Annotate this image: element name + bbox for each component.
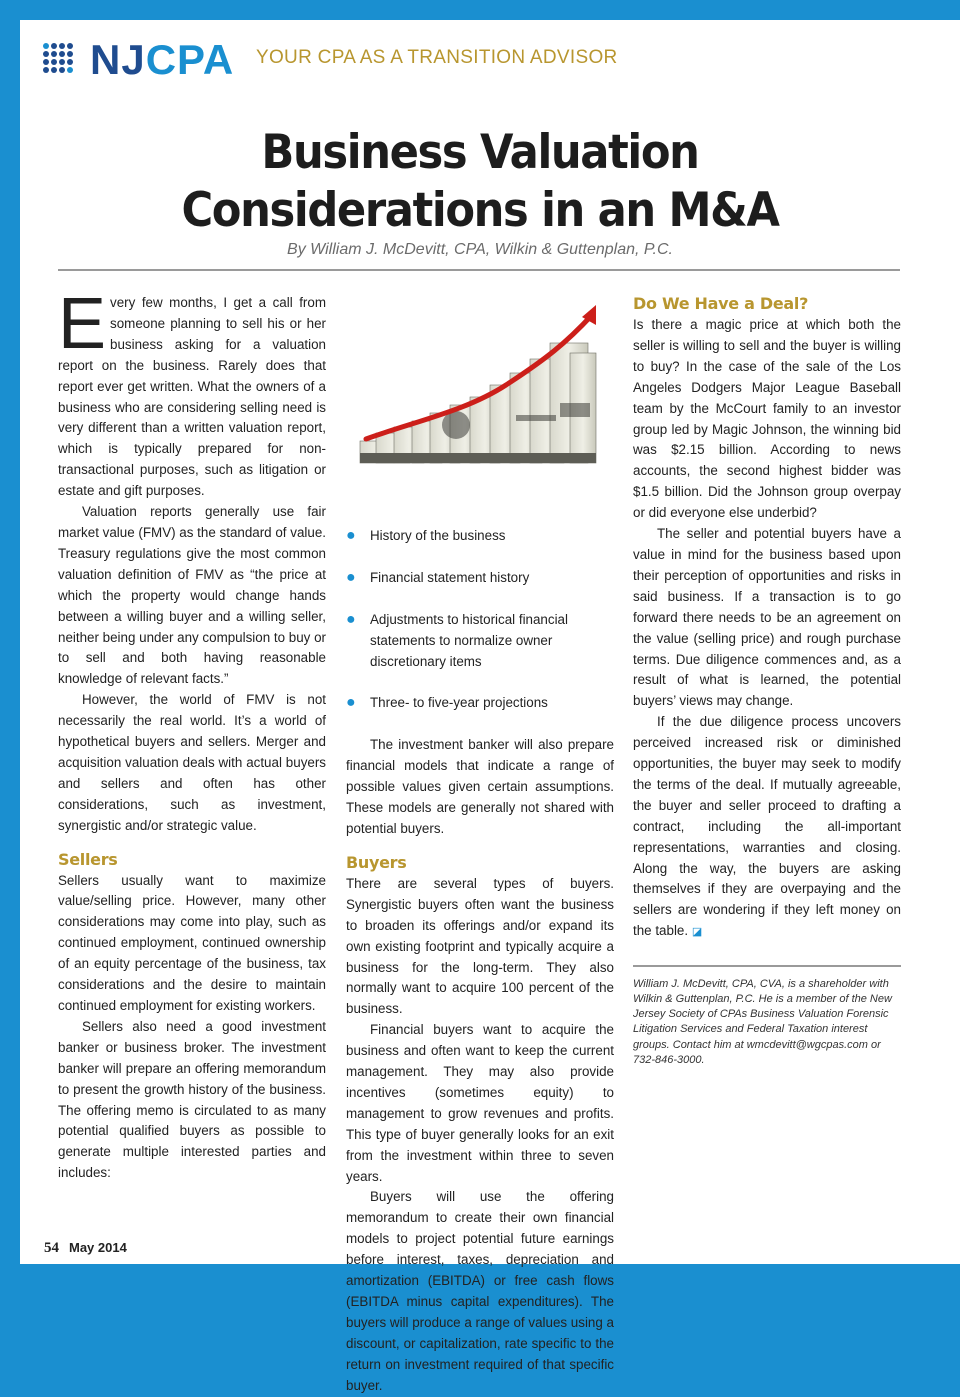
bullet-icon: ● bbox=[346, 526, 356, 544]
intro-text: very few months, I get a call from someone planning to sell his or her business asking for a valuation report on the business. Rarely does that report ever get written. What the owners of a business who are considering selling need is very different than a written valuation report, which is typically prepared for non-transactional purposes, such as litigation or estate and gift purposes. bbox=[58, 295, 326, 499]
issue-date: May 2014 bbox=[69, 1240, 127, 1255]
masthead bbox=[40, 36, 640, 83]
title-line-2: Considerations in an M&A bbox=[181, 183, 779, 238]
paragraph-intro bbox=[58, 284, 326, 502]
end-mark-icon: ◪ bbox=[691, 926, 703, 939]
heading-buyers: Buyers bbox=[346, 852, 407, 872]
paragraph: Is there a magic price at which both the seller is willing to sell and the buyer is willing to buy? In the case of the sale of the Los Angeles Dodgers Major League Baseball team by the McCourt family to an investor group led by Magic Johnson, the winning bid was $2.15 billion. According to news accounts, the second highest bidder was $1.5 billion. Did the Johnson group overpay or did everyone else underbid? bbox=[633, 317, 901, 521]
section-tagline: YOUR CPA AS A TRANSITION ADVISOR bbox=[256, 47, 618, 68]
paragraph: Buyers will use the offering memorandum to create their own financial models to project potential future earnings before interest, taxes, depreciation and amortization (EBITDA) or free cash flows (EBITDA minus capital expenditures). The buyers will produce a range of values using a discount, or capitalization, rate specific to the return on investment required of that specific buyer. bbox=[346, 1189, 614, 1393]
paragraph bbox=[633, 712, 901, 943]
paragraph: Sellers usually want to maximize value/selling price. However, many other considerations may come into play, such as continued employment, continued ownership of an equity percentage of the business, tax considerations and the desire to maintain continued employment for existing workers. bbox=[58, 872, 326, 1013]
list-item: ● History of the business bbox=[346, 526, 614, 547]
title-divider bbox=[58, 269, 900, 271]
byline: By William J. McDevitt, CPA, Wilkin & Guttenplan, P.C. bbox=[287, 241, 673, 258]
list-item: ● Financial statement history bbox=[346, 568, 614, 589]
paragraph: The seller and potential buyers have a value in mind for the business based upon their perception of opportunities and risks in said business. If a transaction is to go forward there needs to be an agreement on the value (selling price) and rough purchase terms. Due diligence commences and, as a result of what is learned, the potential buyers’ views may change. bbox=[633, 526, 901, 709]
page-number: 54 bbox=[44, 1240, 59, 1256]
author-bio: William J. McDevitt, CPA, CVA, is a shareholder with Wilkin & Guttenplan, P.C. He is a member of the New Jersey Society of CPAs Business Valuation Forensic Litigation Services and Federal Taxation interest groups. Contact him at wmcdevitt@wgcpas.com or 732-846-3000. bbox=[633, 977, 892, 1066]
heading-sellers: Sellers bbox=[58, 849, 118, 869]
drop-cap: E bbox=[58, 284, 107, 364]
paragraph: However, the world of FMV is not necessarily the real world. It’s a world of hypothetical buyers and sellers. Merger and acquisition valuation deals with actual buyers and sellers and often has other considerations, such as investment, synergistic and/or strategic value. bbox=[58, 692, 326, 833]
page-footer bbox=[44, 1240, 127, 1257]
paragraph: The investment banker will also prepare financial models that indicate a range of possible values given certain assumptions. These models are generally not shared with potential buyers. bbox=[346, 737, 614, 836]
list-item: ● Adjustments to historical financial statements to normalize owner discretionary items bbox=[346, 610, 568, 669]
heading-deal: Do We Have a Deal? bbox=[633, 294, 809, 313]
paragraph: Financial buyers want to acquire the business and often want to keep the current management. They may also provide incentives (sometimes equity) to management to grow revenues and profits. This type of buyer generally looks for an exit from the investment within three to seven years. bbox=[346, 1022, 614, 1184]
magazine-page bbox=[20, 20, 960, 1393]
logo-nj: NJ bbox=[90, 36, 146, 83]
column-2 bbox=[346, 293, 614, 1397]
title-line-1: Business Valuation bbox=[261, 125, 699, 180]
money-growth-chart-image bbox=[346, 293, 614, 483]
offering-memo-list bbox=[346, 526, 614, 714]
bullet-icon: ● bbox=[346, 694, 356, 712]
bio-divider bbox=[633, 965, 901, 967]
njcpa-logo bbox=[90, 36, 234, 84]
closing-text: If the due diligence process uncovers perceived increased risk or diminished opportunities, the buyer may seek to modify the terms of the deal. If mutually agreeable, the buyer and seller proceed to drafting a contract, including the all-important representations, warranties and closing. Along the way, the buyers are asking themselves if they are overpaying and the sellers are wondering if they left money on the table. bbox=[633, 714, 901, 939]
article-title bbox=[57, 124, 903, 240]
paragraph: Sellers also need a good investment banker or business broker. The investment banker will prepare an offering memorandum to present the growth history of the business. The offering memo is circulated to as many potential qualified buyers as possible to generate multiple interested parties and includes: bbox=[58, 1018, 326, 1181]
bullet-icon: ● bbox=[346, 610, 356, 628]
list-item: ● Three- to five-year projections bbox=[346, 693, 614, 714]
column-1 bbox=[58, 284, 326, 1184]
paragraph: Valuation reports generally use fair market value (FMV) as the standard of value. Treasury regulations give the most common valuation definition of FMV as “the price at which the property would change hands between a willing buyer and a willing seller, neither being under any compulsion to buy or to sell and both having reasonable knowledge of relevant facts.” bbox=[58, 504, 326, 687]
bullet-icon: ● bbox=[346, 568, 356, 586]
logo-cpa: CPA bbox=[145, 36, 235, 83]
paragraph: There are several types of buyers. Synergistic buyers often want the business to broaden its offerings and/or expand its own existing footprint and typically acquire a business for the long-term. They also normally want to acquire 100 percent of the business. bbox=[346, 875, 614, 1017]
njcpa-logo-dots-icon bbox=[40, 42, 76, 78]
column-3 bbox=[633, 293, 901, 1068]
